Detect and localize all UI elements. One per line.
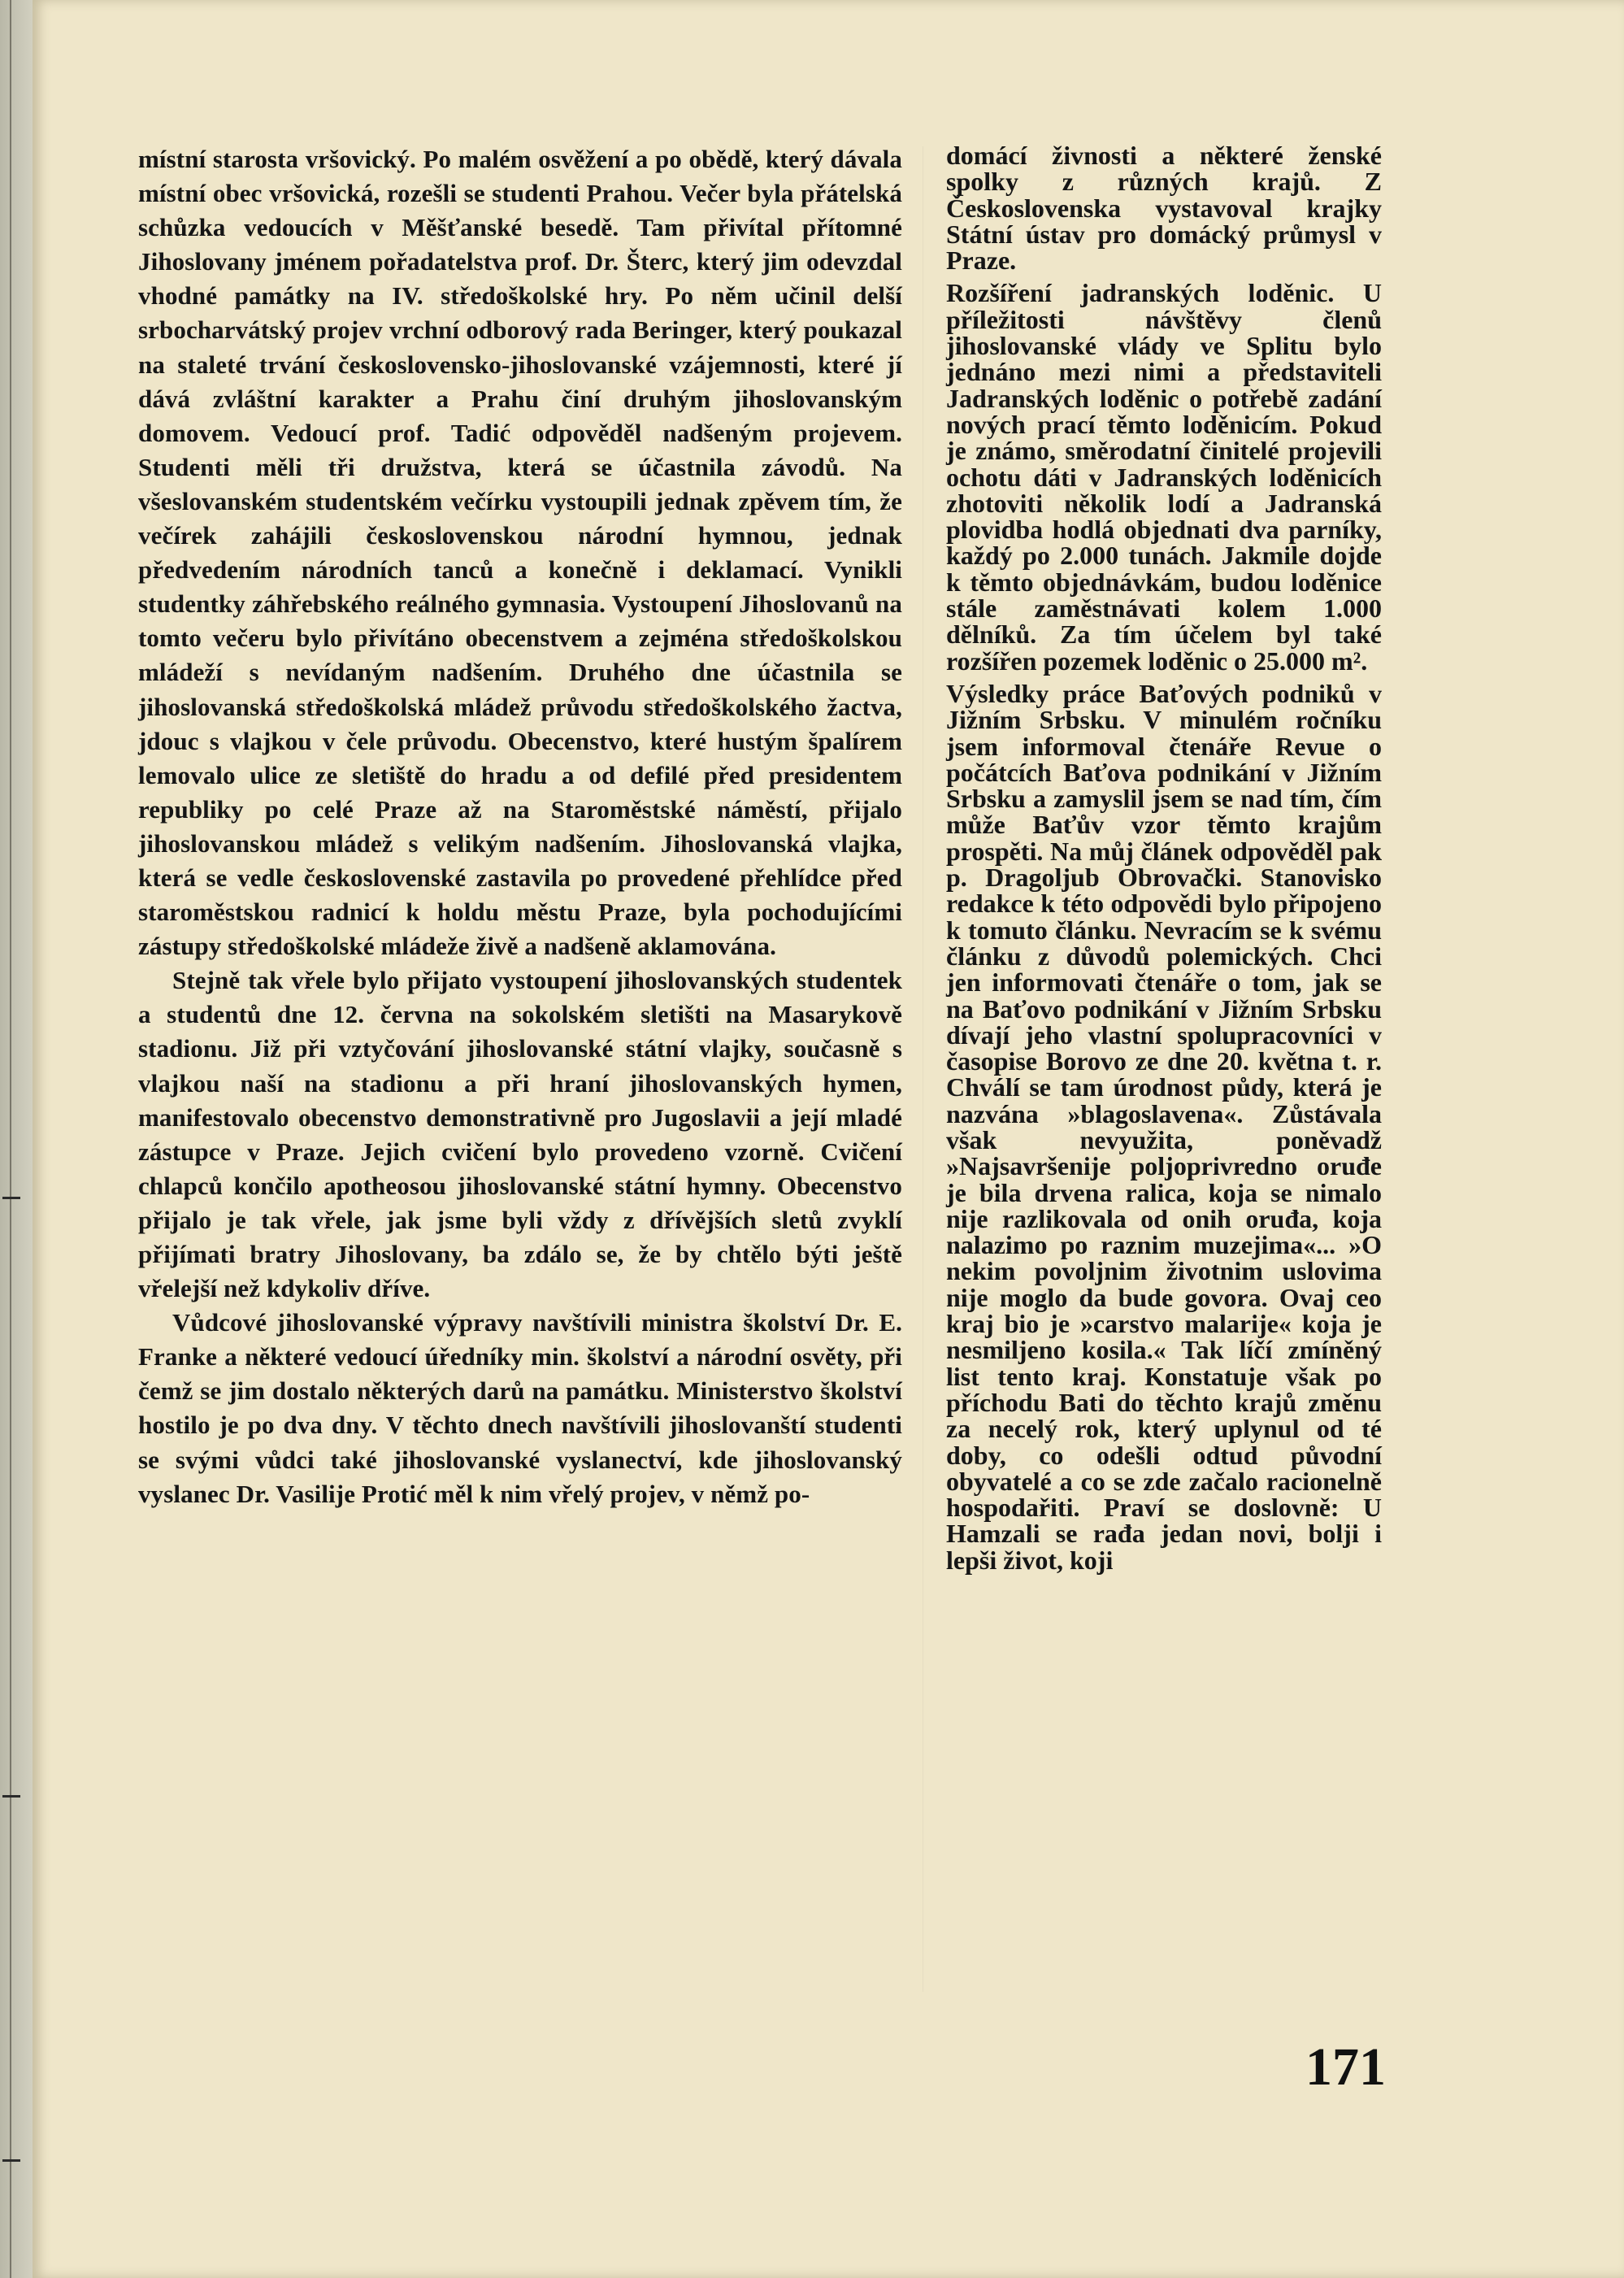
section-body: U příležitosti návštěvy členů jihoslovanské vlády ve Splitu bylo jednáno mezi nimi a představiteli Jadranských loděnic o potřebě zadání nových prací těmto loděnicím. Pokud je známo, směrodatní činitelé projevili ochotu dáti v Jadranských loděnicích zhotoviti několik lodí a Jadranská plovidba hodlá objednati dva parníky, každý po 2.000 tunách. Jakmile dojde k těmto objednávkám, budou loděnice stále zaměstnávati kolem 1.000 dělníků. Za tím účelem byl také rozšířen pozemek loděnic o 25.000 m². xyxy=(946,278,1383,676)
spine-tick-mark xyxy=(2,2159,20,2162)
spine-tick-mark xyxy=(2,1795,20,1798)
paragraph-intro: domácí živnosti a některé ženské spolky z různých krajů. Z Československa vystavoval krajky Státní ústav pro domácký průmysl v Praze. xyxy=(946,141,1382,276)
spine-tick-mark xyxy=(2,1197,20,1199)
right-column xyxy=(946,142,1382,1573)
paragraph: místní starosta vršovický. Po malém osvěžení a po obědě, který dávala místní obec vršovická, rozešli se studenti Prahou. Večer byla přátelská schůzka vedoucích v Měšťanské besedě. Tam přivítal přítomné Jihoslovany jménem pořadatelstva prof. Dr. Šterc, který jim odevzdal vhodné památky na IV. středoškolské hry. Po něm učinil delší srbocharvátský projev vrchní odborový rada Beringer, který poukazal na staleté trvání československo-jihoslovanské vzájemnosti, které jí dává zvláštní karakter a Prahu činí druhým jihoslovanským domovem. Vedoucí prof. Tadić odpověděl nadšeným projevem. Studenti měli tři družstva, která se účastnila závodů. Na všeslovanském studentském večírku vystoupili jednak zpěvem tím, že večírek zahájili československou národní hymnou, jednak předvedením národních tanců a konečně i deklamací. Vynikli studentky záhřebského reálného gymnasia. Vystoupení Jihoslovanů na tomto večeru bylo přivítáno obecenstvem a zejména středoškolskou mládeží s nevídaným nadšením. Druhého dne účastnila se jihoslovanská středoškolská mládež průvodu středoškolského žactva, jdouc s vlajkou v čele průvodu. Obecenstvo, které hustým špalírem lemovalo ulice ze sletiště do hradu a od defilé před presidentem republiky po celé Praze až na Staroměstské náměstí, přijalo jihoslovanskou mládež s velikým nadšením. Jihoslovanská vlajka, která se vedle československé zastavila po provedené přehlídce před staroměstskou radnicí k holdu městu Praze, byla pochodujícími zástupy středoškolské mládeže živě a nadšeně aklamována. xyxy=(138,145,902,961)
scan-margin xyxy=(0,0,33,2278)
paragraph: Stejně tak vřele bylo přijato vystoupení jihoslovanských studentek a studentů dne 12. června na sokolském sletišti na Masarykově stadionu. Již při vztyčování jihoslovanské státní vlajky, současně s vlajkou naší na stadionu a při hraní jihoslovanských hymen, manifestovalo obecenstvo demonstrativně pro Jugoslavii a její mladé zástupce v Praze. Jejich cvičení bylo provedeno vzorně. Cvičení chlapců končilo apotheosou jihoslovanské státní hymny. Obecenstvo přijalo je tak vřele, jak jsme byli vždy z dřívějších sletů zvyklí přijímati bratry Jihoslovany, ba zdálo se, že by chtělo býti ještě vřelejší než kdykoliv dříve. xyxy=(138,966,902,1303)
spine-line xyxy=(10,0,11,2278)
section-heading: Rozšíření jadranských loděnic. xyxy=(946,278,1335,308)
page-number: 171 xyxy=(1305,2037,1386,2097)
section-bata xyxy=(946,680,1382,1573)
section-body: V minulém ročníku jsem informoval čtenáře Revue o počátcích Baťova podnikání v Jižním Srbsku a zamyslil jsem se nad tím, čím může Baťův vzor těmto krajům prospěti. Na můj článek odpověděl pak p. Dragoljub Obrovački. Stanovisko redakce k této odpovědi bylo připojeno k tomuto článku. Nevracím se k svému článku z důvodů polemických. Chci jen informovati čtenáře o tom, jak se na Baťovo podnikání v Jižním Srbsku dívají jeho vlastní spolupracovníci v časopise Borovo ze dne 20. května t. r. Chválí se tam úrodnost půdy, která je nazvána »blagoslavena«. Zůstávala však nevyužita, poněvadž »Najsavršenije poljoprivredno oruđe je bila drvena ralica, koja se nimalo nije razlikovala od onih oruđa, koja nalazimo po raznim muzejima«... »O nekim povoljnim životnim uslovima nije moglo da bude govora. Ovaj ceo kraj bio je »carstvo malarije« koja je nesmiljeno kosila.« Tak líčí zmíněný list tento kraj. Konstatuje však po příchodu Bati do těchto krajů změnu za necelý rok, který uplynul od té doby, co odešli odtud původní obyvatelé a co se zde začalo racionelně hospodařiti. Praví se doslovně: U Hamzali se rađa jedan novi, bolji i lepši život, koji xyxy=(946,705,1383,1575)
paragraph: Vůdcové jihoslovanské výpravy navštívili ministra školství Dr. E. Franke a některé vedoucí úředníky min. školství a národní osvěty, při čemž se jim dostalo některých darů na památku. Ministerstvo školství hostilo je po dva dny. V těchto dnech navštívili jihoslovanští studenti se svými vůdci také jihoslovanské vyslanectví, kde jihoslovanský vyslanec Dr. Vasilije Protić měl k nim vřelý projev, v němž po- xyxy=(138,1308,902,1508)
section-heading: Výsledky práce Baťových podniků v Jižním Srbsku. xyxy=(946,678,1382,735)
section-shipyards xyxy=(946,278,1383,676)
left-column xyxy=(138,142,902,1511)
